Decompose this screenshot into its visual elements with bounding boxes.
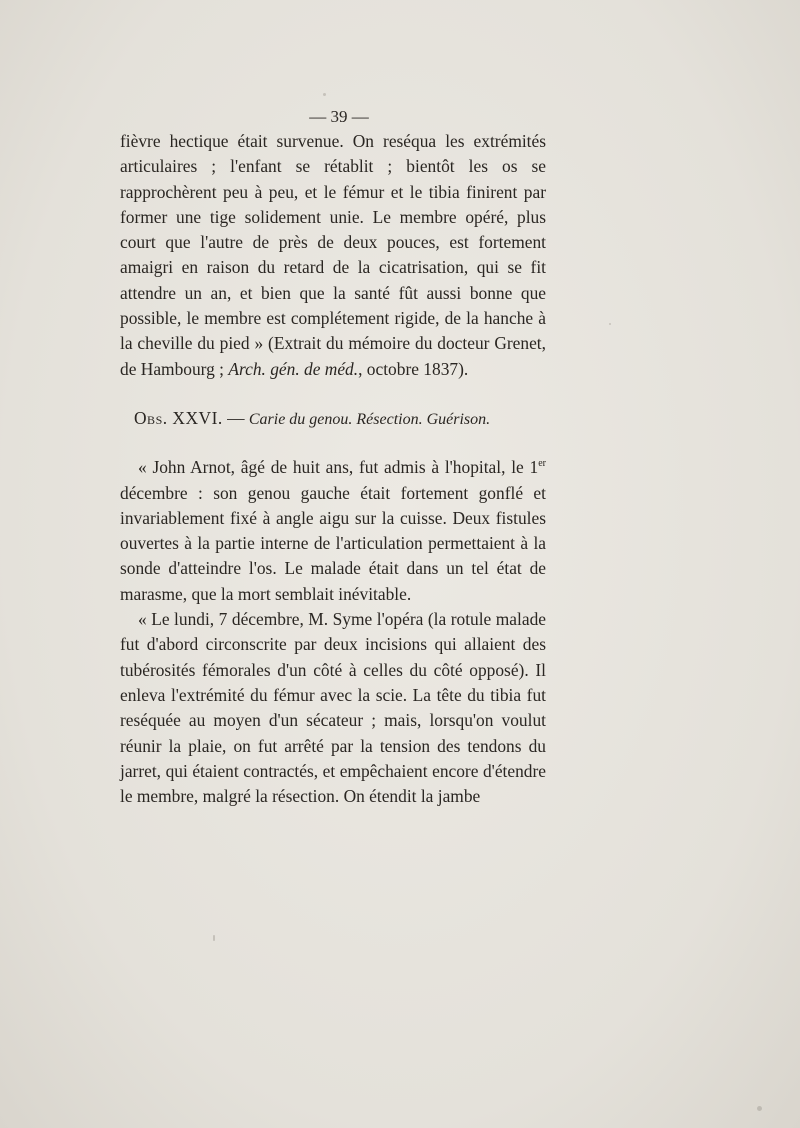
ordinal-superscript: er: [538, 458, 546, 470]
paragraph-case-intro: [120, 455, 546, 607]
observation-title: Carie du genou. Résection. Guérison.: [248, 410, 491, 428]
paper-speck: [213, 935, 215, 941]
paper-speck: [323, 93, 326, 96]
paragraph-text: fièvre hectique était survenue. On reséqua les extrémités articulaires ; l'enfant se rétablit ; bientôt les os se rapprochèrent peu à peu, et le fémur et le tibia finirent par former une tige solidement unie. Le membre opéré, plus court que l'autre de près de deux pouces, est fortement amaigri en raison du retard de la cicatrisation, qui se fit attendre un an, et bien que la santé fût aussi bonne que possible, le membre est complétement rigide, de la hanche à la cheville du pied » (Extrait du mémoire du docteur Grenet, de Hambourg ;: [120, 131, 546, 379]
paragraph-continuation: [120, 129, 546, 382]
paper-speck: [609, 323, 611, 325]
observation-separator: —: [222, 407, 249, 428]
paragraph-end: décembre : son genou gauche était fortement gonflé et invariablement fixé à angle aigu sur la cuisse. Deux fistules ouvertes à la partie interne de l'articulation permettaient à la sonde d'atteindre l'os. Le malade était dans un tel état de marasme, que la mort semblait inévitable.: [120, 482, 546, 604]
paragraph-operation: « Le lundi, 7 décembre, M. Syme l'opéra (la rotule malade fut d'abord circonscrite par deux incisions qui allaient des tubérosités fémorales d'un côté à celles du côté opposé). Il enleva l'extrémité du fémur avec la scie. La tête du tibia fut reséquée au moyen d'un sécateur ; mais, lorsqu'on voulut réunir la plaie, on fut arrêté par la tension des tendons du jarret, qui étaient contractés, et empêchaient encore d'étendre le membre, malgré la résection. On étendit la jambe: [120, 609, 546, 807]
text-column: [120, 104, 546, 809]
page-number: — 39 —: [309, 107, 369, 126]
journal-reference: Arch. gén. de méd.: [228, 358, 359, 379]
paper-speck: [757, 1106, 762, 1111]
observation-label: Obs. XXVI.: [134, 407, 223, 428]
paragraph-ending: , octobre 1837).: [358, 358, 469, 379]
paragraph-start: « John Arnot, âgé de huit ans, fut admis à l'hopital, le 1: [138, 457, 539, 478]
observation-heading: [120, 406, 546, 432]
